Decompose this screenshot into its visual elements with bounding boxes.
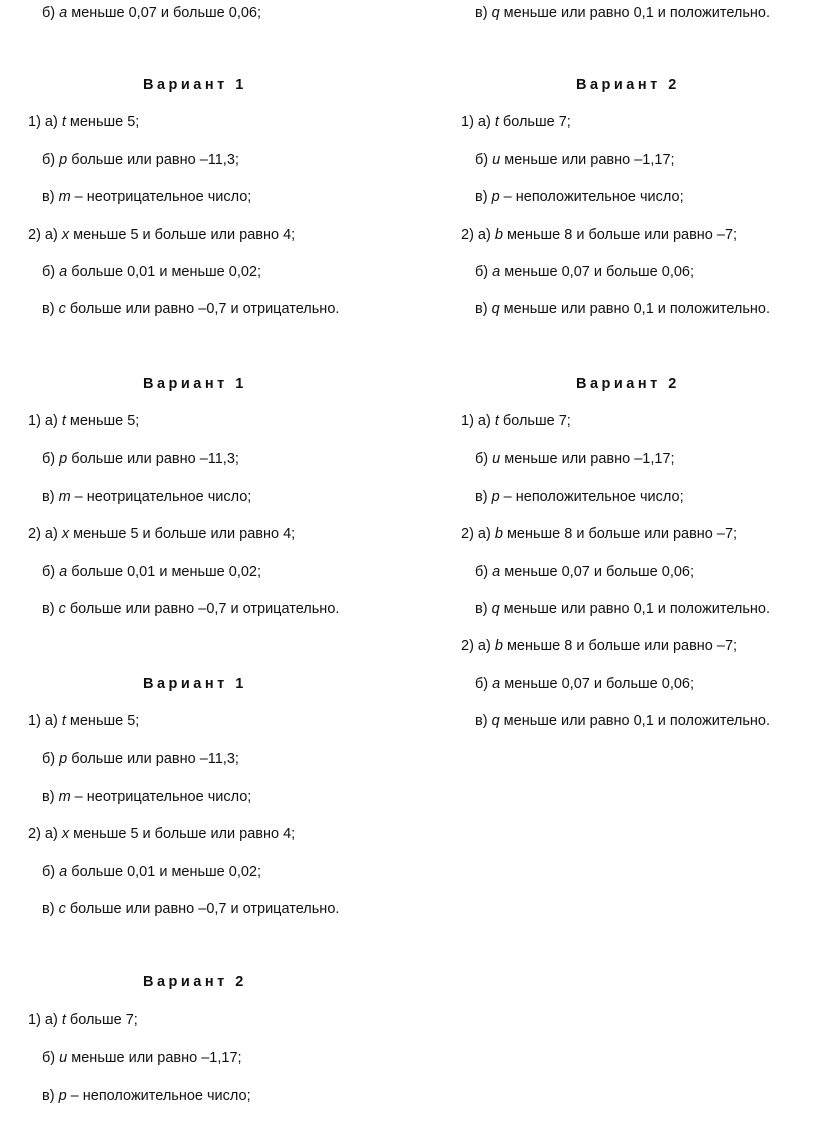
task-item [461, 226, 737, 244]
variable: u [492, 451, 501, 467]
task-text: – неотрицательное число; [70, 489, 252, 505]
task-subitem [42, 488, 251, 506]
task-text: меньше 0,07 и больше 0,06; [500, 676, 695, 692]
task-text: 2) а) [28, 526, 62, 542]
variant-heading: Вариант 1 [143, 376, 247, 392]
task-text: больше или равно –0,7 и отрицательно. [65, 601, 340, 617]
variable: b [494, 638, 503, 654]
variable: q [491, 601, 500, 617]
variable: t [61, 114, 66, 130]
task-text: меньше 0,07 и больше 0,06; [500, 564, 695, 580]
variant-heading: Вариант 1 [143, 77, 247, 93]
task-text: б) [42, 864, 60, 880]
task-item [461, 412, 571, 430]
task-subitem [42, 450, 239, 468]
task-item [461, 113, 571, 131]
task-text: меньше или равно 0,1 и положительно. [499, 5, 771, 21]
task-subitem [475, 563, 694, 581]
task-subitem [42, 750, 239, 768]
variable: t [61, 413, 66, 429]
task-subitem [42, 300, 339, 318]
task-text: в) [475, 601, 492, 617]
task-subitem [475, 4, 770, 22]
variable: m [58, 189, 71, 205]
task-text: меньше 5; [65, 413, 140, 429]
task-text: меньше 8 и больше или равно –7; [502, 227, 738, 243]
variable: p [59, 451, 68, 467]
variable: t [61, 713, 66, 729]
variable: a [492, 564, 501, 580]
task-text: в) [475, 489, 492, 505]
task-text: меньше 5; [65, 713, 140, 729]
task-text: меньше 5 и больше или равно 4; [69, 227, 296, 243]
task-subitem [42, 1049, 242, 1067]
task-item [28, 226, 295, 244]
task-text: в) [42, 189, 59, 205]
variable: p [491, 489, 500, 505]
task-text: больше или равно –11,3; [67, 751, 239, 767]
task-text: в) [42, 601, 59, 617]
variable: t [494, 413, 499, 429]
task-text: 1) а) [28, 413, 62, 429]
variable: m [58, 489, 71, 505]
task-text: больше 0,01 и меньше 0,02; [67, 264, 262, 280]
variable: a [59, 864, 68, 880]
task-text: больше 7; [65, 1012, 138, 1028]
task-subitem [42, 263, 261, 281]
task-text: 2) а) [28, 227, 62, 243]
variable: p [59, 751, 68, 767]
variable: a [59, 5, 68, 21]
task-subitem [42, 4, 261, 22]
task-text: в) [42, 1088, 59, 1104]
task-text: в) [42, 301, 59, 317]
task-item [28, 113, 139, 131]
variable: q [491, 301, 500, 317]
task-subitem [42, 900, 339, 918]
task-text: меньше 5 и больше или равно 4; [69, 826, 296, 842]
task-subitem [42, 188, 251, 206]
task-text: меньше или равно –1,17; [500, 152, 675, 168]
task-text: 2) а) [461, 638, 495, 654]
task-subitem [475, 263, 694, 281]
task-text: 1) а) [28, 1012, 62, 1028]
task-text: в) [42, 489, 59, 505]
task-text: меньше 8 и больше или равно –7; [502, 638, 738, 654]
variable: a [59, 264, 68, 280]
task-subitem [42, 863, 261, 881]
task-subitem [475, 600, 770, 618]
task-text: меньше или равно –1,17; [67, 1050, 242, 1066]
variant-heading: Вариант 2 [576, 77, 680, 93]
task-text: б) [42, 751, 60, 767]
task-subitem [42, 563, 261, 581]
variant-heading: Вариант 1 [143, 676, 247, 692]
task-text: меньше 5 и больше или равно 4; [69, 526, 296, 542]
task-text: меньше 0,07 и больше 0,06; [67, 5, 262, 21]
task-text: 2) а) [28, 826, 62, 842]
variant-heading: Вариант 2 [576, 376, 680, 392]
task-text: б) [42, 451, 60, 467]
task-text: 1) а) [28, 114, 62, 130]
variable: q [491, 713, 500, 729]
variable: c [58, 301, 66, 317]
variable: a [59, 564, 68, 580]
task-subitem [475, 300, 770, 318]
variable: a [492, 676, 501, 692]
task-text: б) [475, 564, 493, 580]
task-subitem [475, 488, 684, 506]
task-item [28, 525, 295, 543]
task-subitem [475, 675, 694, 693]
variable: b [494, 227, 503, 243]
task-text: в) [42, 789, 59, 805]
task-text: меньше или равно 0,1 и положительно. [499, 713, 771, 729]
task-text: больше 0,01 и меньше 0,02; [67, 564, 262, 580]
task-text: 1) а) [461, 114, 495, 130]
task-text: 1) а) [28, 713, 62, 729]
task-text: б) [475, 264, 493, 280]
task-subitem [42, 788, 251, 806]
task-text: б) [475, 152, 493, 168]
variable: t [494, 114, 499, 130]
task-item [28, 825, 295, 843]
task-item [28, 712, 139, 730]
task-text: б) [42, 152, 60, 168]
variable: x [61, 826, 70, 842]
task-text: б) [42, 5, 60, 21]
task-item [461, 525, 737, 543]
task-text: – неотрицательное число; [70, 789, 252, 805]
task-text: – неотрицательное число; [70, 189, 252, 205]
task-item [28, 412, 139, 430]
variable: a [492, 264, 501, 280]
variable: t [61, 1012, 66, 1028]
task-subitem [475, 712, 770, 730]
task-text: б) [42, 1050, 60, 1066]
task-subitem [42, 1087, 251, 1105]
task-text: б) [475, 451, 493, 467]
variable: x [61, 227, 70, 243]
variable: u [492, 152, 501, 168]
task-text: больше или равно –0,7 и отрицательно. [65, 301, 340, 317]
variable: b [494, 526, 503, 542]
variable: x [61, 526, 70, 542]
task-text: больше 0,01 и меньше 0,02; [67, 864, 262, 880]
task-text: в) [475, 189, 492, 205]
task-subitem [475, 151, 675, 169]
task-subitem [42, 151, 239, 169]
task-subitem [475, 450, 675, 468]
variant-heading: Вариант 2 [143, 974, 247, 990]
task-text: б) [42, 564, 60, 580]
task-text: в) [42, 901, 59, 917]
variable: c [58, 601, 66, 617]
task-text: 1) а) [461, 413, 495, 429]
task-text: меньше 0,07 и больше 0,06; [500, 264, 695, 280]
task-text: – неположительное число; [499, 489, 684, 505]
variable: c [58, 901, 66, 917]
variable: q [491, 5, 500, 21]
task-text: 2) а) [461, 526, 495, 542]
variable: p [491, 189, 500, 205]
task-text: больше или равно –0,7 и отрицательно. [65, 901, 340, 917]
task-subitem [475, 188, 684, 206]
task-text: меньше 8 и больше или равно –7; [502, 526, 738, 542]
task-text: – неположительное число; [66, 1088, 251, 1104]
task-text: больше 7; [498, 413, 571, 429]
task-text: в) [475, 5, 492, 21]
task-text: меньше или равно –1,17; [500, 451, 675, 467]
task-text: больше или равно –11,3; [67, 152, 239, 168]
task-text: 2) а) [461, 227, 495, 243]
task-text: – неположительное число; [499, 189, 684, 205]
task-item [461, 637, 737, 655]
variable: p [58, 1088, 67, 1104]
variable: u [59, 1050, 68, 1066]
task-item [28, 1011, 138, 1029]
task-text: меньше или равно 0,1 и положительно. [499, 301, 771, 317]
task-text: больше 7; [498, 114, 571, 130]
task-text: меньше или равно 0,1 и положительно. [499, 601, 771, 617]
task-text: больше или равно –11,3; [67, 451, 239, 467]
task-text: в) [475, 301, 492, 317]
task-subitem [42, 600, 339, 618]
task-text: б) [475, 676, 493, 692]
task-text: меньше 5; [65, 114, 140, 130]
variable: m [58, 789, 71, 805]
variable: p [59, 152, 68, 168]
task-text: б) [42, 264, 60, 280]
task-text: в) [475, 713, 492, 729]
